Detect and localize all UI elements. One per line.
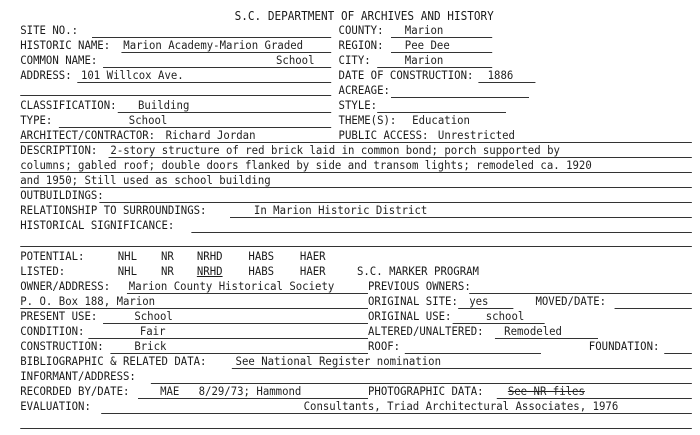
potential-haer: HAER [299, 249, 326, 263]
region-value: Pee Dee [404, 38, 450, 52]
relationship-value: In Marion Historic District [253, 203, 428, 217]
county-value: Marion [404, 23, 444, 37]
potential-nr: NR [161, 249, 174, 263]
historical-significance-line-2 [20, 246, 692, 247]
city-value: Marion [404, 53, 444, 67]
common-name-label: COMMON NAME: [20, 53, 98, 67]
roof-label: ROOF: [368, 339, 401, 353]
address-label: ADDRESS: [20, 68, 72, 82]
listed-nrhd: NRHD [196, 264, 223, 278]
owner-line [127, 293, 368, 294]
description-line-3: and 1950; Still used as school building [20, 173, 271, 187]
address-value: 101 Willcox Ave. [80, 68, 184, 82]
condition-value: Fair [139, 324, 166, 338]
present-use-label: PRESENT USE: [20, 309, 98, 323]
marker-program-label: S.C. MARKER PROGRAM [356, 264, 479, 278]
construction-date-line [478, 82, 535, 83]
acreage-label: ACREAGE: [338, 83, 390, 97]
relationship-line [230, 217, 692, 218]
outbuildings-label: OUTBUILDINGS: [20, 188, 104, 202]
historical-significance-label: HISTORICAL SIGNIFICANCE: [20, 218, 175, 232]
listed-nhl: NHL [117, 264, 138, 278]
architect-value: Richard Jordan [165, 128, 256, 142]
classification-value: Building [138, 98, 190, 112]
county-label: COUNTY: [338, 23, 384, 37]
acreage-line [391, 97, 529, 98]
bibliographic-value: See National Register nomination [235, 354, 442, 368]
themes-value: Education [412, 113, 470, 127]
architect-label: ARCHITECT/CONTRACTOR: [20, 128, 156, 142]
listed-label: LISTED: [20, 264, 66, 278]
construction-label: CONSTRUCTION: [20, 339, 104, 353]
owner-label: OWNER/ADDRESS: [20, 279, 111, 293]
altered-line [495, 338, 598, 339]
moved-date-line [615, 308, 692, 309]
city-label: CITY: [338, 53, 371, 67]
type-label: TYPE: [20, 113, 53, 127]
themes-label: THEME(S): [338, 113, 397, 127]
recorded-by-value: MAE 8/29/73; Hammond [160, 384, 302, 398]
historical-significance-line [191, 232, 691, 233]
description-line-3-rule [20, 187, 692, 188]
consultants-note: Consultants, Triad Architectural Associates, 1976 [303, 399, 619, 413]
altered-label: ALTERED/UNALTERED: [368, 324, 484, 338]
moved-date-label: MOVED/DATE: [535, 294, 607, 308]
condition-label: CONDITION: [20, 324, 85, 338]
original-use-value: school [485, 309, 525, 323]
evaluation-line [101, 413, 692, 414]
bibliographic-line [232, 368, 692, 369]
historic-name-value: Marion Academy-Marion Graded [123, 38, 304, 52]
potential-nrhd: NRHD [196, 249, 223, 263]
listed-haer: HAER [299, 264, 326, 278]
historic-name-label: HISTORIC NAME: [20, 38, 111, 52]
potential-habs: HABS [248, 249, 275, 263]
photographic-label: PHOTOGRAPHIC DATA: [368, 384, 484, 398]
altered-value: Remodeled [504, 324, 562, 338]
common-name-value: School [276, 53, 315, 67]
classification-label: CLASSIFICATION: [20, 98, 117, 112]
listed-nr: NR [161, 264, 174, 278]
construction-date-label: DATE OF CONSTRUCTION: [338, 68, 474, 82]
construction-value: Brick [134, 339, 167, 353]
foundation-label: FOUNDATION: [588, 339, 660, 353]
potential-label: POTENTIAL: [20, 249, 85, 263]
condition-line [88, 338, 368, 339]
site-no-label: SITE NO.: [20, 23, 79, 37]
photographic-value: See NR files [507, 384, 585, 398]
original-site-value: yes [469, 294, 489, 308]
owner-value-2: P. O. Box 188, Marion [20, 294, 156, 308]
address-line [77, 82, 331, 83]
potential-nhl: NHL [117, 249, 138, 263]
original-use-label: ORIGINAL USE: [368, 309, 452, 323]
description-label: DESCRIPTION: [20, 143, 98, 157]
region-label: REGION: [338, 38, 384, 52]
description-line-2: columns; gabled roof; double doors flanked by side and transom lights; remodeled ca. 1920 [20, 158, 592, 172]
public-access-value: Unrestricted [437, 128, 515, 142]
description-line-1: 2-story structure of red brick laid in common bond; porch supported by [110, 143, 560, 157]
public-access-label: PUBLIC ACCESS: [338, 128, 429, 142]
style-label: STYLE: [338, 98, 378, 112]
listed-habs: HABS [248, 264, 275, 278]
relationship-label: RELATIONSHIP TO SURROUNDINGS: [20, 203, 207, 217]
owner-value-1: Marion County Historical Society [128, 279, 335, 293]
original-site-label: ORIGINAL SITE: [368, 294, 458, 308]
construction-date-value: 1886 [487, 68, 514, 82]
informant-label: INFORMANT/ADDRESS: [20, 369, 136, 383]
present-use-value: School [134, 309, 173, 323]
bibliographic-label: BIBLIOGRAPHIC & RELATED DATA: [20, 354, 207, 368]
evaluation-label: EVALUATION: [20, 399, 91, 413]
form-title: S.C. DEPARTMENT OF ARCHIVES AND HISTORY [234, 9, 494, 23]
foundation-line [664, 353, 692, 354]
address-line-2 [20, 95, 331, 96]
type-value: School [128, 113, 168, 127]
recorded-by-label: RECORDED BY/DATE: [20, 384, 130, 398]
evaluation-line-2 [20, 428, 692, 429]
previous-owners-label: PREVIOUS OWNERS: [368, 279, 471, 293]
